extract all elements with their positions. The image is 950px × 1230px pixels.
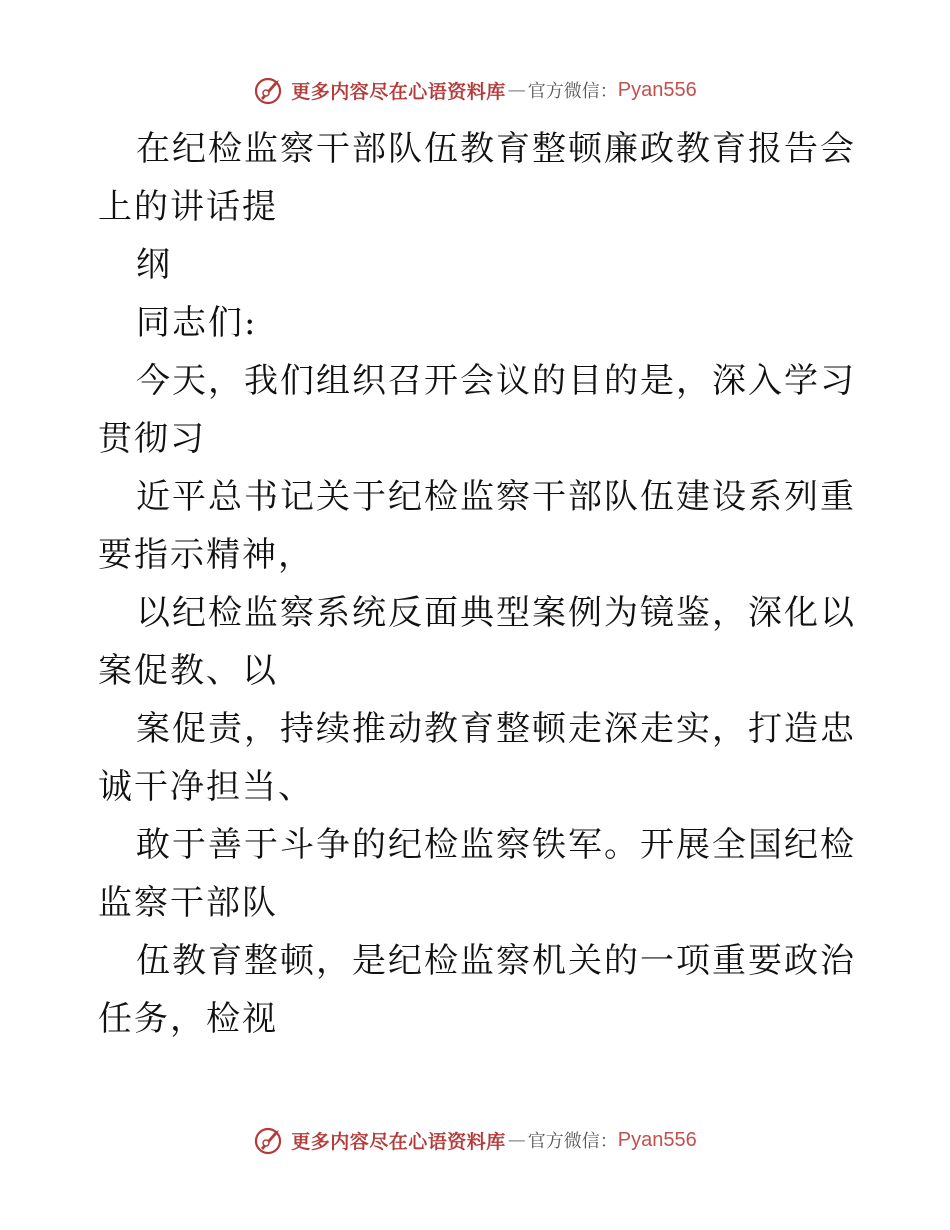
watermark-id: Pyan556 <box>617 1128 697 1151</box>
body-paragraph: 案促责，持续推动教育整顿走深走实，打造忠诚干净担当、 <box>98 709 856 807</box>
body-paragraph: 以纪检监察系统反面典型案例为镜鉴，深化以案促教、以 <box>98 593 856 691</box>
footer-watermark <box>0 1120 950 1160</box>
watermark-label: 官方微信： <box>527 1131 618 1152</box>
document-title: 在纪检监察干部队伍教育整顿廉政教育报告会上的讲话提 <box>98 129 856 227</box>
body-paragraph: 敢于善于斗争的纪检监察铁军。开展全国纪检监察干部队 <box>98 825 856 923</box>
body-paragraph: 近平总书记关于纪检监察干部队伍建设系列重要指示精神， <box>98 477 856 575</box>
brush-logo-icon <box>253 1124 285 1156</box>
watermark-separator: — <box>507 1129 526 1151</box>
brush-logo-icon <box>253 74 285 106</box>
title-continuation: 纲 <box>136 245 172 285</box>
header-watermark <box>0 70 950 110</box>
watermark-id: Pyan556 <box>617 78 697 101</box>
body-paragraph: 伍教育整顿，是纪检监察机关的一项重要政治任务，检视 <box>98 941 856 1039</box>
document-body <box>98 120 858 1048</box>
watermark-label: 官方微信： <box>527 81 618 102</box>
watermark-main-text: 更多内容尽在心语资料库 <box>291 80 506 103</box>
salutation: 同志们: <box>136 303 258 343</box>
watermark-main-text: 更多内容尽在心语资料库 <box>291 1130 506 1153</box>
body-paragraph: 今天，我们组织召开会议的目的是，深入学习贯彻习 <box>98 361 856 459</box>
watermark-separator: — <box>507 79 526 101</box>
